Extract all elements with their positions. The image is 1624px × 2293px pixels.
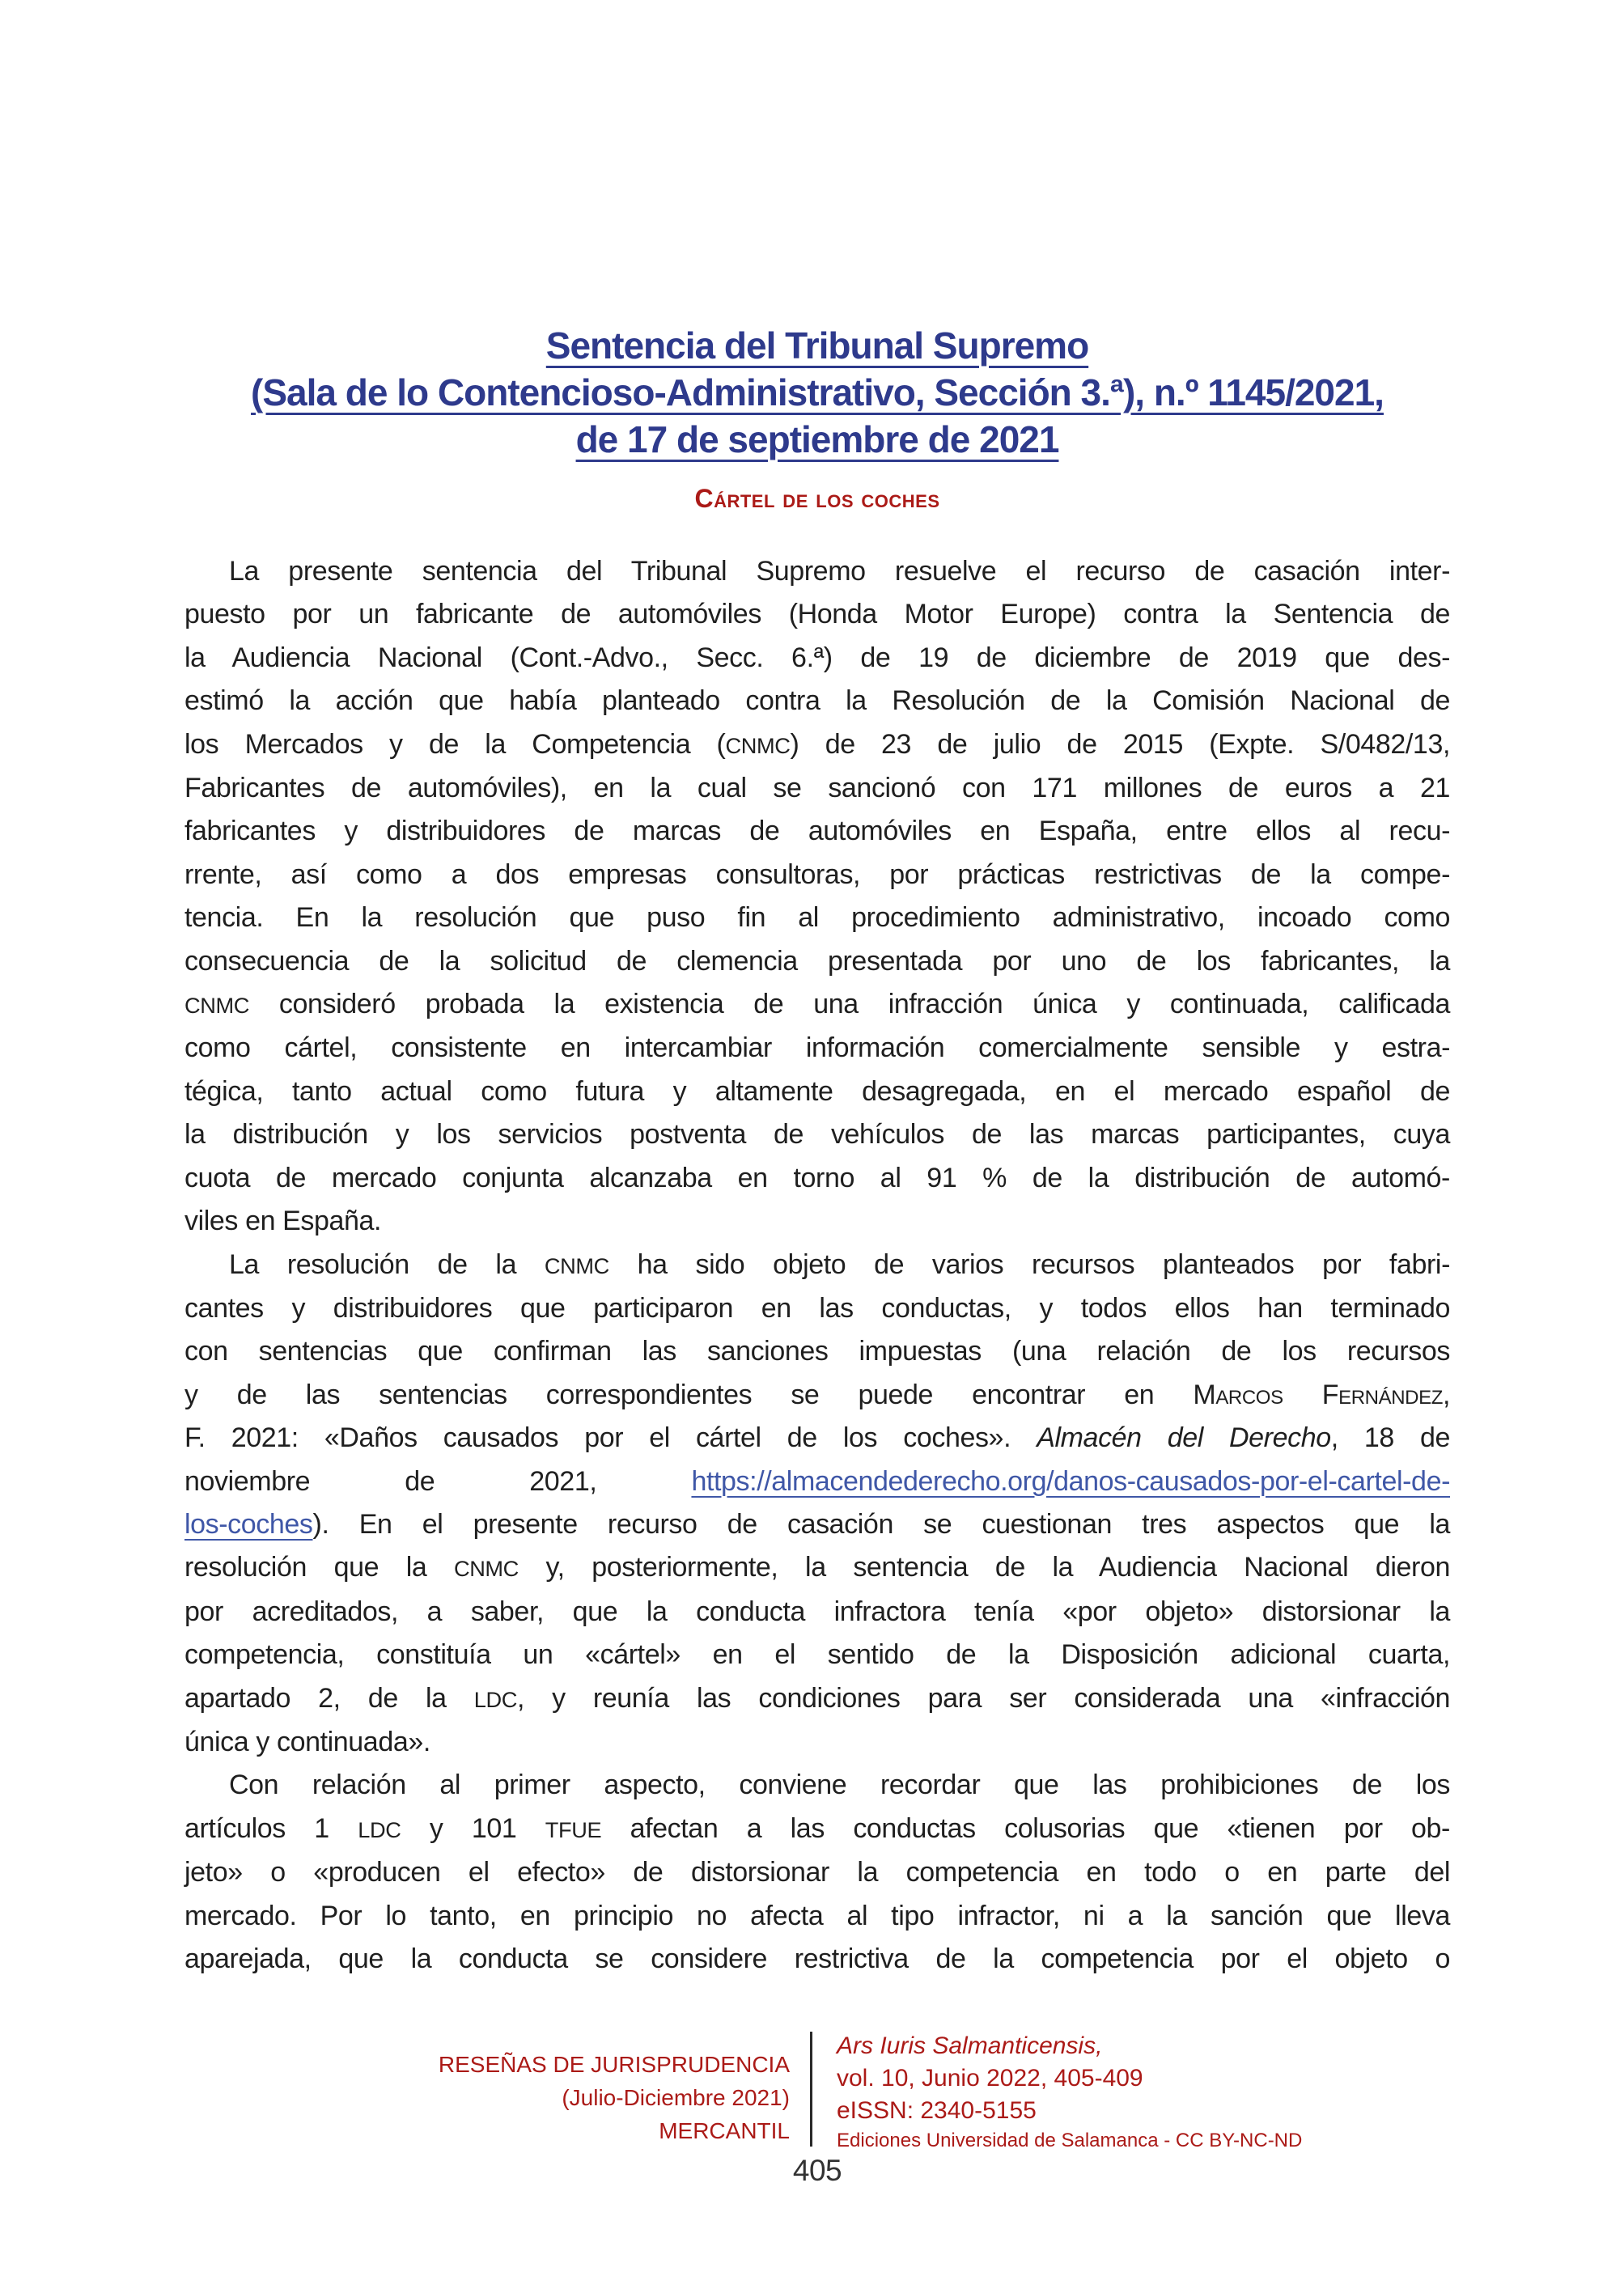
body-line bbox=[184, 1200, 1450, 1243]
body-text-segment: CNMC bbox=[184, 993, 249, 1019]
document-title-line bbox=[184, 322, 1450, 369]
body-line bbox=[184, 1070, 1450, 1113]
body-line bbox=[184, 1113, 1450, 1156]
journal-volume: vol. 10, Junio 2022, 405-409 bbox=[837, 2065, 1143, 2092]
body-line bbox=[184, 1503, 1450, 1546]
body-text-segment: Fabricantes de automóviles), en la cual se sancionó con 171 millones de euros a 21 bbox=[184, 773, 1450, 804]
body-line bbox=[184, 1287, 1450, 1330]
body-line bbox=[184, 637, 1450, 680]
page-footer bbox=[184, 2027, 1450, 2155]
body-text-segment: aparejada, que la conducta se considere restrictiva de la competencia por el objeto o bbox=[184, 1943, 1450, 1974]
body-line bbox=[184, 1591, 1450, 1634]
body-text-segment: Marcos Fernández bbox=[1193, 1379, 1443, 1410]
document-title-line bbox=[184, 369, 1450, 416]
journal-issn: eISSN: 2340-5155 bbox=[837, 2097, 1037, 2124]
body-text-segment: Almacén del Derecho bbox=[1037, 1422, 1331, 1454]
journal-publisher-license: Ediciones Universidad de Salamanca - CC BY-NC-ND bbox=[837, 2130, 1303, 2151]
body-line bbox=[184, 1460, 1450, 1503]
body-line bbox=[184, 810, 1450, 853]
document-title-line bbox=[184, 416, 1450, 463]
body-text-segment: La resolución de la bbox=[229, 1248, 545, 1280]
title-text: de 17 de septiembre de 2021 bbox=[575, 418, 1059, 460]
document-subtitle: Cártel de los coches bbox=[694, 484, 940, 513]
body-text-segment: CNMC bbox=[725, 732, 791, 758]
body-text-segment: TFUE bbox=[545, 1816, 602, 1842]
body-text-segment: resolución que la bbox=[184, 1552, 454, 1583]
body-text-segment: noviembre de 2021, bbox=[184, 1465, 692, 1497]
body-line bbox=[184, 1417, 1450, 1460]
body-line bbox=[184, 1808, 1450, 1851]
body-text-segment: por acreditados, a saber, que la conducta infractora tenía «por objeto» distorsionar la bbox=[184, 1596, 1450, 1627]
body-text-segment: afectan a las conductas colusorias que «tienen por ob- bbox=[601, 1812, 1450, 1844]
body-line bbox=[184, 896, 1450, 939]
external-link[interactable]: https://almacendederecho.org/danos-causados-por-el-cartel-de- bbox=[691, 1465, 1450, 1497]
body-text-segment: rrente, así como a dos empresas consultoras, por prácticas restrictivas de la compe- bbox=[184, 858, 1450, 890]
body-text-segment: LDC bbox=[473, 1686, 517, 1712]
document-title bbox=[184, 322, 1450, 463]
body-line bbox=[184, 1244, 1450, 1287]
body-line bbox=[184, 767, 1450, 810]
body-text-segment: como cártel, consistente en intercambiar información comercialmente sensible y estra- bbox=[184, 1032, 1450, 1064]
body-text-segment: puesto por un fabricante de automóviles (Honda Motor Europe) contra la Sentencia de bbox=[184, 599, 1450, 630]
body-text-segment: cuota de mercado conjunta alcanzaba en torno al 91 % de la distribución de automó- bbox=[184, 1162, 1450, 1193]
body-text-segment: competencia, constituía un «cártel» en el sentido de la Disposición adicional cuarta, bbox=[184, 1639, 1450, 1671]
body-line bbox=[184, 1546, 1450, 1590]
body-text-segment: La presente sentencia del Tribunal Supremo resuelve el recurso de casación inter- bbox=[229, 556, 1450, 587]
body-text-segment: , 18 de bbox=[1330, 1422, 1450, 1454]
body-text-segment: artículos 1 bbox=[184, 1812, 358, 1844]
body-line bbox=[184, 854, 1450, 896]
body-text-segment: Con relación al primer aspecto, conviene recordar que las prohibiciones de los bbox=[229, 1770, 1450, 1801]
body-line bbox=[184, 1157, 1450, 1200]
body-text-segment: F. 2021: «Daños causados por el cártel de los coches». bbox=[184, 1422, 1037, 1454]
body-text-segment: ha sido objeto de varios recursos planteados por fabri- bbox=[608, 1248, 1450, 1280]
footer-section-line: (Julio-Diciembre 2021) bbox=[562, 2085, 790, 2110]
body-line bbox=[184, 1374, 1450, 1417]
body-text-segment: tencia. En la resolución que puso fin al procedimiento administrativo, incoado como bbox=[184, 902, 1450, 934]
body-text-segment: viles en España. bbox=[184, 1206, 382, 1237]
body-text-segment: ) de 23 de julio de 2015 (Expte. S/0482/13, bbox=[790, 728, 1450, 760]
body-text-segment: con sentencias que confirman las sanciones impuestas (una relación de los recursos bbox=[184, 1336, 1450, 1367]
title-text: Sentencia del Tribunal Supremo bbox=[545, 324, 1089, 367]
external-link[interactable]: los-coches bbox=[184, 1508, 313, 1540]
body-text-segment: consecuencia de la solicitud de clemencia presentada por uno de los fabricantes, la bbox=[184, 945, 1450, 977]
footer-section-line: MERCANTIL bbox=[659, 2118, 790, 2143]
body-text-segment: los Mercados y de la Competencia ( bbox=[184, 728, 726, 760]
body-line bbox=[184, 1895, 1450, 1938]
body-line bbox=[184, 1027, 1450, 1070]
body-line bbox=[184, 1721, 1450, 1764]
footer-section-line: RESEÑAS DE JURISPRUDENCIA bbox=[438, 2052, 790, 2077]
body-line bbox=[184, 1938, 1450, 1981]
journal-name: Ars Iuris Salmanticensis, bbox=[837, 2032, 1103, 2059]
body-text-segment: y 101 bbox=[401, 1812, 545, 1844]
body-text-segment: la Audiencia Nacional (Cont.-Advo., Secc. 6.ª) de 19 de diciembre de 2019 que des- bbox=[184, 642, 1450, 673]
page-number: 405 bbox=[792, 2154, 842, 2187]
body-text-segment: LDC bbox=[358, 1816, 401, 1842]
body-text-segment: la distribución y los servicios postventa de vehículos de las marcas participantes, cuya bbox=[184, 1119, 1450, 1151]
body-text-segment: apartado 2, de la bbox=[184, 1682, 474, 1714]
body-text-segment: consideró probada la existencia de una infracción única y continuada, calificada bbox=[248, 989, 1450, 1020]
body-line bbox=[184, 680, 1450, 723]
body-text-segment: cantes y distribuidores que participaron en las conductas, y todos ellos han terminado bbox=[184, 1292, 1450, 1324]
body-line bbox=[184, 1677, 1450, 1721]
footer-journal-info bbox=[812, 2027, 1302, 2155]
body-text-segment: , y reunía las condiciones para ser considerada una «infracción bbox=[516, 1682, 1450, 1714]
body-line bbox=[184, 983, 1450, 1027]
body-text-segment: ). En el presente recurso de casación se cuestionan tres aspectos que la bbox=[312, 1508, 1450, 1540]
body-text-segment: , bbox=[1442, 1379, 1450, 1410]
body bbox=[184, 550, 1450, 1981]
body-text-segment: estimó la acción que había planteado contra la Resolución de la Comisión Nacional de bbox=[184, 685, 1450, 717]
title-text: (Sala de lo Contencioso-Administrativo, Sección 3.ª), n.º 1145/2021, bbox=[251, 371, 1384, 413]
body-text-segment: jeto» o «producen el efecto» de distorsionar la competencia en todo o en parte del bbox=[184, 1857, 1450, 1888]
body-line bbox=[184, 1330, 1450, 1373]
body-text-segment: mercado. Por lo tanto, en principio no afecta al tipo infractor, ni a la sanción que lleva bbox=[184, 1900, 1450, 1931]
body-text-segment: y, posteriormente, la sentencia de la Audiencia Nacional dieron bbox=[518, 1552, 1450, 1583]
body-text-segment: y de las sentencias correspondientes se puede encontrar en bbox=[184, 1379, 1194, 1410]
body-line bbox=[184, 940, 1450, 983]
body-text-segment: tégica, tanto actual como futura y altamente desagregada, en el mercado español de bbox=[184, 1075, 1450, 1107]
body-line bbox=[184, 723, 1450, 767]
body-line bbox=[184, 593, 1450, 636]
body-text-segment: CNMC bbox=[544, 1252, 609, 1278]
body-text-segment: CNMC bbox=[453, 1556, 519, 1582]
body-line bbox=[184, 1764, 1450, 1807]
body-line bbox=[184, 550, 1450, 593]
body-text-segment: única y continuada». bbox=[184, 1726, 430, 1757]
body-line bbox=[184, 1851, 1450, 1894]
body-line bbox=[184, 1634, 1450, 1676]
body-text-segment: fabricantes y distribuidores de marcas de automóviles en España, entre ellos al recu- bbox=[184, 816, 1450, 847]
footer-section-label bbox=[184, 2027, 810, 2155]
